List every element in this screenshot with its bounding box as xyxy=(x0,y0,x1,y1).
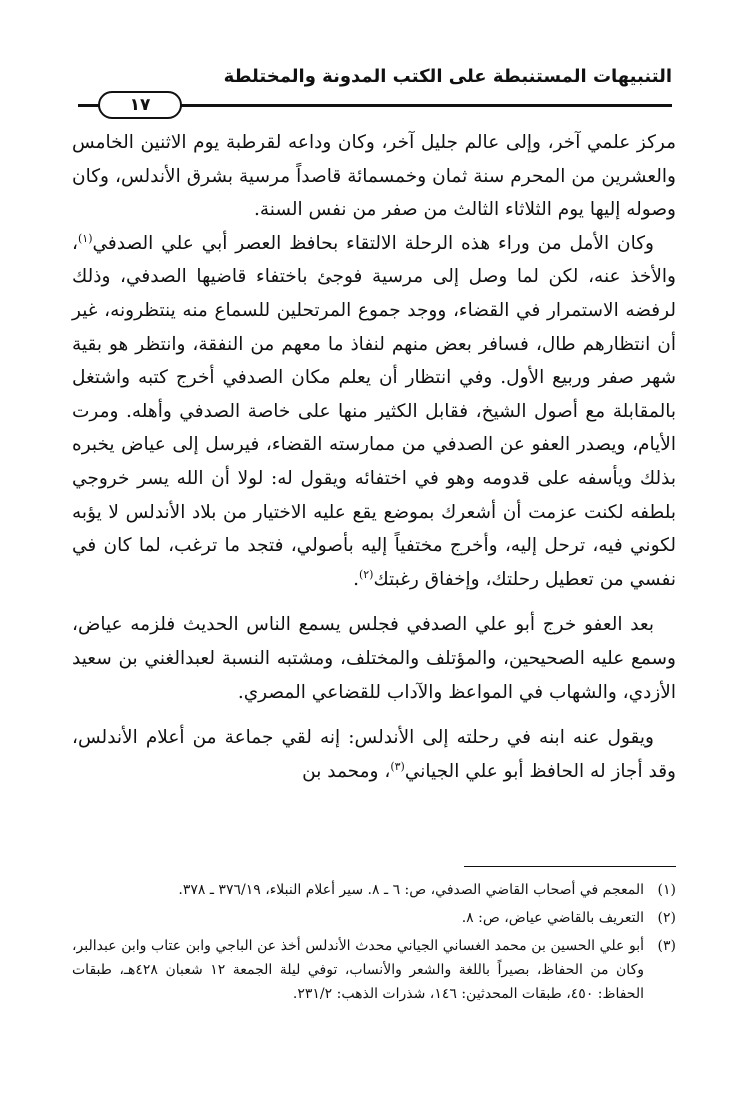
paragraph-4 xyxy=(72,721,676,788)
footnote xyxy=(72,878,676,902)
footnote-number: (٢) xyxy=(657,910,676,926)
paragraph-1: مركز علمي آخر، وإلى عالم جليل آخر، وكان وداعه لقرطبة يوم الاثنين الخامس والعشرين من المحرم سنة ثمان وخمسمائة قاصداً مرسية بشرق الأندلس، وكان وصوله إليها يوم الثلاثاء الثالث من صفر من نفس السنة. xyxy=(72,132,676,221)
footnote-ref-1: (١) xyxy=(77,231,93,245)
paragraph-2 xyxy=(72,227,676,597)
footnotes xyxy=(72,878,676,1010)
main-text xyxy=(72,126,676,788)
paragraph-4-part-a: ويقول عنه ابنه في رحلته إلى الأندلس: إنه لقي جماعة من أعلام الأندلس، وقد أجاز له الحافظ أبو علي الجياني xyxy=(72,727,676,782)
paragraph-2-part-b: ، والأخذ عنه، لكن لما وصل إلى مرسية فوجئ باختفاء قاضيها الصدفي، وذلك لرفضه الاستمرار في القضاء، ووجد جموع المرتحلين للسماع منه ينتظرونه، غير أن انتظارهم طال، فسافر بعض منهم لنفاذ ما معهم من النفقة، وانتظر هو بقية شهر صفر وربيع الأول. وفي انتظار أن يعلم مكان الصدفي أخرج كتبه واشتغل بالمقابلة مع أصول الشيخ، فقابل الكثير منها على خاصة الصدفي وأهله. ومرت الأيام، ويصدر العفو عن الصدفي من ممارسته القضاء، فيرسل إلى عياض يخبره بذلك ويأسفه على قدومه وهو في اختفائه ويقول له: لولا أن الله يسر خروجي بلطفه لكنت عزمت أن أشعرك بموضع يقع عليه الاختيار من بلاد الأندلس لا يؤبه لكوني فيه، ترحل إليه، وأخرج مختفياً إليه بأصولي، فتجد ما ترغب، لما كان في نفسي من تعطيل رحلتك، وإخفاق رغبتك xyxy=(72,232,676,590)
footnote-separator xyxy=(464,866,676,867)
paragraph-2-part-a: وكان الأمل من وراء هذه الرحلة الالتقاء بحافظ العصر أبي علي الصدفي xyxy=(92,232,654,254)
footnote-number: (٣) xyxy=(657,938,676,954)
paragraph-4-part-b: ، ومحمد بن xyxy=(302,760,391,782)
footnote-text: أبو علي الحسين بن محمد الغساني الجياني محدث الأندلس أخذ عن الباجي وابن عتاب وابن عبدالبر، وكان من الحفاظ، بصيراً باللغة والشعر والأنساب، توفي ليلة الجمعة ١٢ شعبان ٤٢٨هـ، طبقات الحفاظ: ٤٥٠، طبقات المحدثين: ١٤٦، شذرات الذهب: ٢٣١/٢. xyxy=(72,938,644,1002)
footnote-number: (١) xyxy=(657,882,676,898)
running-title: التنبيهات المستنبطة على الكتب المدونة والمختلطة xyxy=(223,66,672,87)
footnote-text: المعجم في أصحاب القاضي الصدفي، ص: ٦ ـ ٨. سير أعلام النبلاء، ٣٧٦/١٩ ـ ٣٧٨. xyxy=(178,882,644,898)
paragraph-2-end: . xyxy=(353,568,359,590)
footnote xyxy=(72,906,676,930)
paragraph-3: بعد العفو خرج أبو علي الصدفي فجلس يسمع الناس الحديث فلزمه عياض، وسمع عليه الصحيحين، والمؤتلف والمختلف، ومشتبه النسبة لعبدالغني بن سعيد الأزدي، والشهاب في المواعظ والآداب للقضاعي المصري. xyxy=(72,614,676,703)
footnote-ref-2: (٢) xyxy=(358,567,374,581)
footnote-text: التعريف بالقاضي عياض، ص: ٨. xyxy=(461,910,644,926)
footnote-ref-3: (٣) xyxy=(390,759,405,773)
footnote xyxy=(72,934,676,1006)
page-number: ١٧ xyxy=(98,91,182,119)
